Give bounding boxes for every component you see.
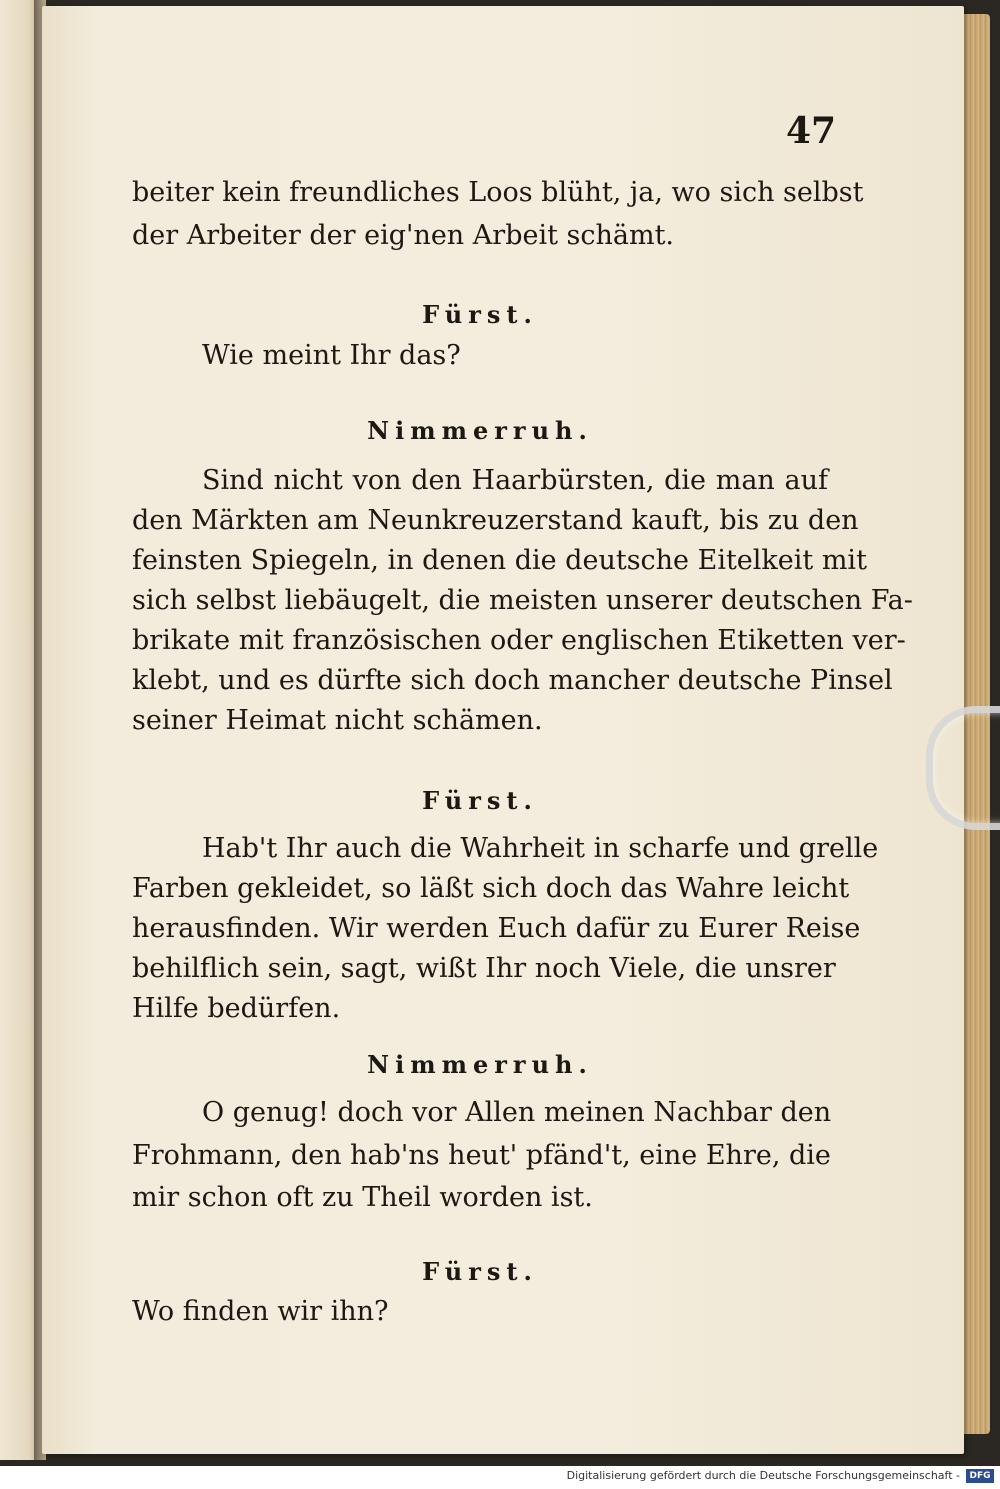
speaker-heading: Fürst. — [422, 1257, 538, 1286]
text-line: mir schon oft zu Theil worden ist. — [132, 1182, 593, 1213]
text-line: Sind nicht von den Haarbürsten, die man auf — [202, 465, 828, 496]
text-line: feinsten Spiegeln, in denen die deutsche Eitelkeit mit — [132, 545, 867, 576]
page-number: 47 — [786, 110, 837, 152]
text-line: O genug! doch vor Allen meinen Nachbar den — [202, 1097, 832, 1128]
text-line: Frohmann, den hab'ns heut' pfänd't, eine Ehre, die — [132, 1140, 831, 1171]
funding-notice: Digitalisierung gefördert durch die Deutsche Forschungsgemeinschaft - — [566, 1469, 960, 1482]
dfg-logo: DFG — [966, 1469, 994, 1483]
speaker-heading: Fürst. — [422, 786, 538, 815]
text-line: Farben gekleidet, so läßt sich doch das Wahre leicht — [132, 873, 850, 904]
text-line: beiter kein freundliches Loos blüht, ja, wo sich selbst — [132, 177, 864, 208]
text-line: den Märkten am Neunkreuzerstand kauft, bis zu den — [132, 505, 859, 536]
text-line: Hilfe bedürfen. — [132, 993, 341, 1024]
text-line: Wo finden wir ihn? — [132, 1296, 389, 1327]
facing-page-edge — [0, 0, 36, 1460]
text-line: Hab't Ihr auch die Wahrheit in scharfe und grelle — [202, 833, 879, 864]
text-line: der Arbeiter der eig'nen Arbeit schämt. — [132, 220, 675, 251]
footer-bar — [0, 1466, 1000, 1489]
text-line: behilflich sein, sagt, wißt Ihr noch Viele, die unsrer — [132, 953, 836, 984]
speaker-heading: Fürst. — [422, 300, 538, 329]
text-line: brikate mit französischen oder englischen Etiketten ver- — [132, 625, 906, 656]
text-line: Wie meint Ihr das? — [202, 340, 461, 371]
text-line: klebt, und es dürfte sich doch mancher deutsche Pinsel — [132, 665, 893, 696]
text-line: herausfinden. Wir werden Euch dafür zu Eurer Reise — [132, 913, 861, 944]
speaker-heading: Nimmerruh. — [367, 416, 593, 445]
page-clip — [926, 706, 1000, 830]
text-line: sich selbst liebäugelt, die meisten unserer deutschen Fa- — [132, 585, 913, 616]
speaker-heading: Nimmerruh. — [367, 1050, 593, 1079]
text-line: seiner Heimat nicht schämen. — [132, 705, 543, 736]
